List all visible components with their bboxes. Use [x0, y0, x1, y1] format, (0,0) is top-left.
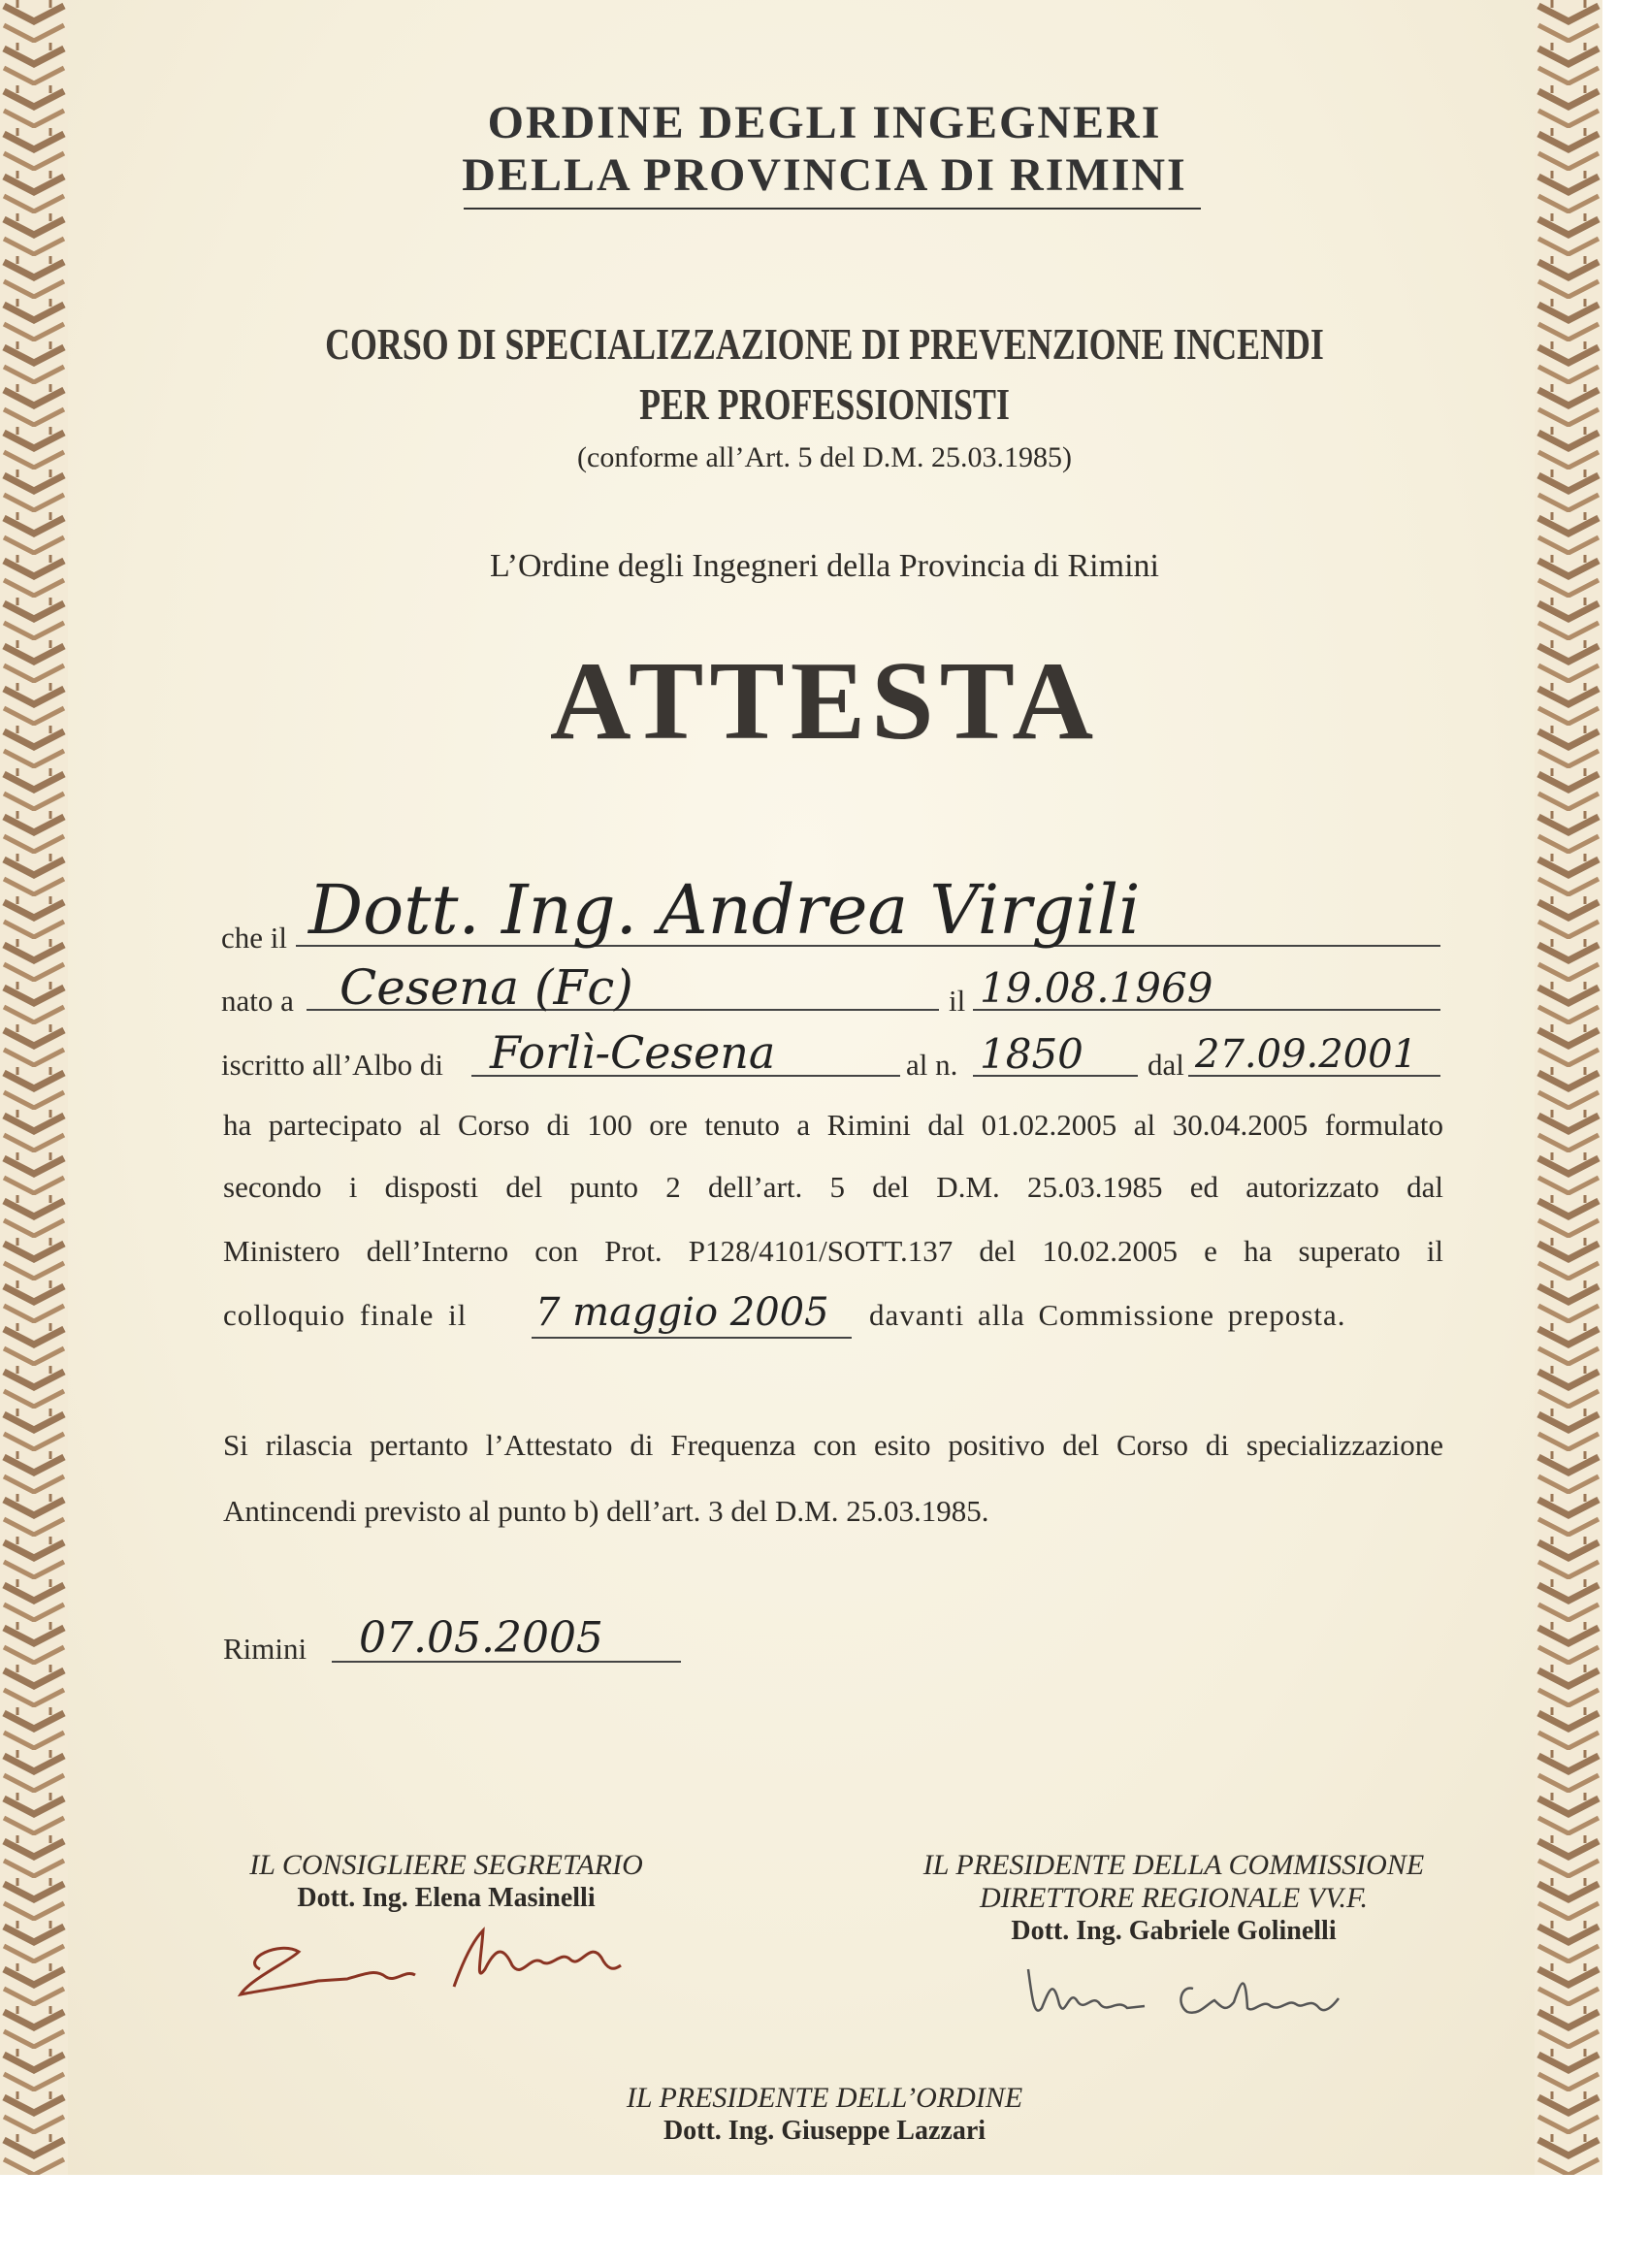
header-line-1: ORDINE DEGLI INGEGNERI [487, 97, 1162, 148]
header-line-2: DELLA PROVINCIA DI RIMINI [462, 149, 1187, 201]
issuer-line: L’Ordine degli Ingegneri della Provincia di Rimini [490, 548, 1159, 584]
albo-province: Forlì-Cesena [490, 1026, 776, 1079]
exam-date: 7 maggio 2005 [535, 1290, 829, 1335]
body-line-4-post: davanti alla Commissione preposta. [869, 1298, 1346, 1332]
body-line-2: secondo i disposti del punto 2 dell’art. 5 del D.M. 25.03.1985 ed autorizzato dal [223, 1170, 1443, 1204]
left-signatory-name: Dott. Ing. Elena Masinelli [297, 1883, 596, 1913]
course-title-line-1: CORSO DI SPECIALIZZAZIONE DI PREVENZIONE INCENDI [325, 319, 1324, 369]
il-label: il [949, 984, 966, 1018]
issue-date: 07.05.2005 [359, 1613, 603, 1663]
dal-label: dal [1148, 1048, 1184, 1082]
bottom-signatory-name: Dott. Ing. Giuseppe Lazzari [663, 2116, 986, 2146]
nato-a-label: nato a [221, 984, 294, 1018]
right-signature [1009, 1950, 1377, 2037]
course-title-line-2: PER PROFESSIONISTI [639, 379, 1010, 429]
decorative-border-right [1535, 0, 1602, 2175]
exam-date-line [532, 1337, 852, 1339]
left-signatory-title: IL CONSIGLIERE SEGRETARIO [249, 1849, 643, 1881]
al-n-label: al n. [906, 1048, 958, 1082]
release-line-2: Antincendi previsto al punto b) dell’art. 3 del D.M. 25.03.1985. [223, 1494, 989, 1528]
course-reference: (conforme all’Art. 5 del D.M. 25.03.1985) [577, 441, 1072, 473]
albo-label: iscritto all’Albo di [221, 1048, 444, 1082]
right-signatory-name: Dott. Ing. Gabriele Golinelli [1011, 1916, 1337, 1946]
birthplace: Cesena (Fc) [340, 959, 633, 1016]
left-signature [221, 1901, 638, 2018]
attesta-heading: ATTESTA [549, 639, 1100, 763]
body-line-3: Ministero dell’Interno con Prot. P128/4101/SOTT.137 del 10.02.2005 e ha superato il [223, 1234, 1443, 1268]
che-il-label: che il [221, 921, 287, 955]
albo-date: 27.09.2001 [1195, 1032, 1418, 1077]
decorative-border-left [0, 0, 68, 2175]
body-line-1: ha partecipato al Corso di 100 ore tenuto a Rimini dal 01.02.2005 al 30.04.2005 formulato [223, 1108, 1443, 1142]
right-signatory-title-2: DIRETTORE REGIONALE VV.F. [979, 1882, 1368, 1914]
place-label: Rimini [223, 1632, 307, 1666]
header-underline [464, 208, 1201, 210]
bottom-signatory-title: IL PRESIDENTE DELL’ORDINE [626, 2082, 1023, 2114]
right-signatory-title-1: IL PRESIDENTE DELLA COMMISSIONE [922, 1849, 1425, 1881]
release-line-1: Si rilascia pertanto l’Attestato di Frequenza con esito positivo del Corso di specializzazione [223, 1428, 1443, 1462]
body-line-4-pre: colloquio finale il [223, 1298, 468, 1332]
albo-number: 1850 [980, 1030, 1083, 1078]
recipient-name: Dott. Ing. Andrea Virgili [308, 870, 1141, 950]
birthdate: 19.08.1969 [980, 964, 1213, 1012]
